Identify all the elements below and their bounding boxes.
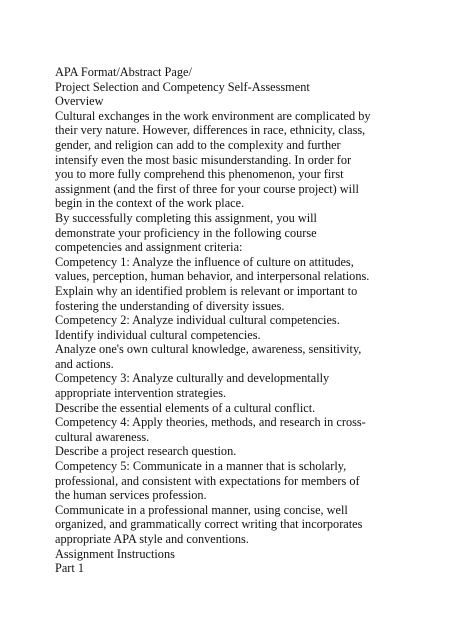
body-line: competencies and assignment criteria: <box>55 240 243 255</box>
competency-3-line: Competency 3: Analyze culturally and developmentally <box>55 371 330 386</box>
competency-1-line: Competency 1: Analyze the influence of culture on attitudes, <box>55 254 354 269</box>
body-line: and actions. <box>55 356 114 371</box>
body-line: organized, and grammatically correct writing that incorporates <box>55 517 363 532</box>
body-line: demonstrate your proficiency in the following course <box>55 225 317 240</box>
part-heading: Part 1 <box>55 561 85 576</box>
body-line: intensify even the most basic misunderstanding. In order for <box>55 152 352 167</box>
competency-5-line: Competency 5: Communicate in a manner that is scholarly, <box>55 459 347 474</box>
body-line: By successfully completing this assignment, you will <box>55 210 317 225</box>
body-line: fostering the understanding of diversity issues. <box>55 298 285 313</box>
body-line: the human services profession. <box>55 488 207 503</box>
body-line: you to more fully comprehend this phenomenon, your first <box>55 167 344 182</box>
body-line: cultural awareness. <box>55 429 150 444</box>
section-heading-instructions: Assignment Instructions <box>55 546 175 561</box>
body-line: Describe the essential elements of a cultural conflict. <box>55 400 316 415</box>
body-line: professional, and consistent with expectations for members of <box>55 473 360 488</box>
body-line: assignment (and the first of three for your course project) will <box>55 181 359 196</box>
document-title: Project Selection and Competency Self-Assessment <box>55 79 310 94</box>
competency-4-line: Competency 4: Apply theories, methods, and research in cross- <box>55 415 366 430</box>
body-line: Analyze one's own cultural knowledge, awareness, sensitivity, <box>55 342 362 357</box>
body-line: values, perception, human behavior, and interpersonal relations. <box>55 269 370 284</box>
competency-2-line: Competency 2: Analyze individual cultural competencies. <box>55 313 340 328</box>
body-line: Explain why an identified problem is relevant or important to <box>55 283 358 298</box>
body-line: Communicate in a professional manner, using concise, well <box>55 502 348 517</box>
body-line: Identify individual cultural competencies. <box>55 327 261 342</box>
body-line: Describe a project research question. <box>55 444 237 459</box>
body-line: appropriate intervention strategies. <box>55 386 227 401</box>
document-body <box>55 65 405 576</box>
body-line: gender, and religion can add to the complexity and further <box>55 137 341 152</box>
body-line: appropriate APA style and conventions. <box>55 532 249 546</box>
body-line: their very nature. However, differences in race, ethnicity, class, <box>55 123 366 138</box>
body-line: begin in the context of the work place. <box>55 196 245 211</box>
body-line: Cultural exchanges in the work environment are complicated by <box>55 108 371 123</box>
section-heading-overview: Overview <box>55 94 104 109</box>
header-line: APA Format/Abstract Page/ <box>55 65 192 79</box>
